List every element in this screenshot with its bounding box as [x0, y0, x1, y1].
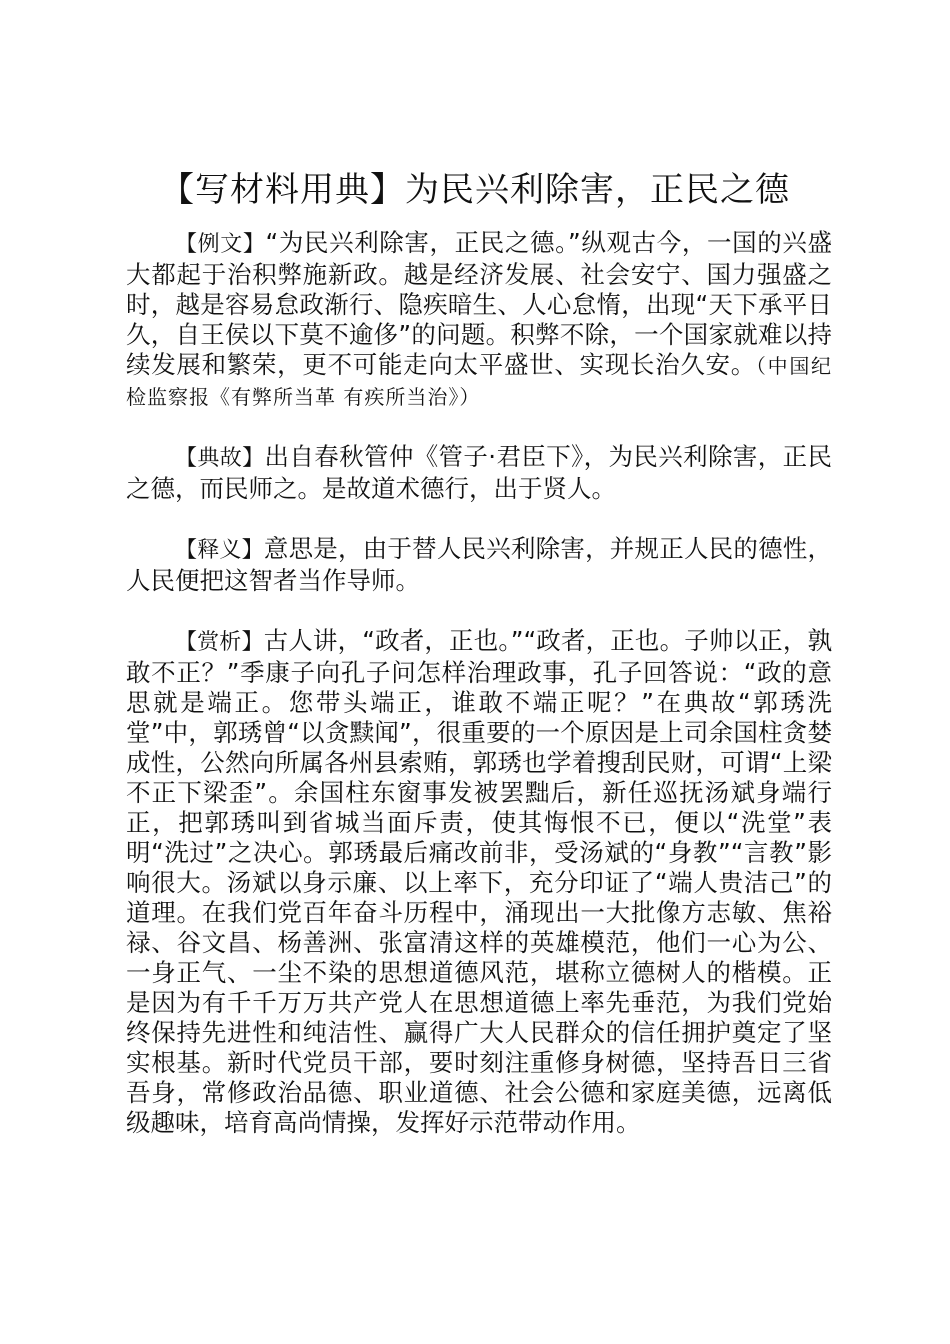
analysis-text: 古人讲，“政者，正也。”“政者，正也。子帅以正，孰敢不正？”季康子向孔子问怎样治理政事，孔子回答说：“政的意思就是端正。您带头端正，谁敢不端正呢？”在典故“郭琇洗堂”中，郭琇曾“以贪黩闻”，很重要的一个原因是上司余国柱贪婪成性，公然向所属各州县索贿，郭琇也学着搜刮民财，可谓“上梁不正下梁歪”。余国柱东窗事发被罢黜后，新任巡抚汤斌身端行正，把郭琇叫到省城当面斥责，使其悔恨不已，便以“洗堂”表明“洗过”之决心。郭琇最后痛改前非，受汤斌的“身教”“言教”影响很大。汤斌以身示廉、以上率下，充分印证了“端人贵洁己”的道理。在我们党百年奋斗历程中，涌现出一大批像方志敏、焦裕禄、谷文昌、杨善洲、张富清这样的英雄模范，他们一心为公、一身正气、一尘不染的思想道德风范，堪称立德树人的楷模。正是因为有千千万万共产党人在思想道德上率先垂范，为我们党始终保持先进性和纯洁性、赢得广大人民群众的信任拥护奠定了坚实根基。新时代党员干部，要时刻注重修身树德，坚持吾日三省吾身，常修政治品德、职业道德、社会公德和家庭美德，远离低级趣味，培育高尚情操，发挥好示范带动作用。 — [126, 626, 832, 1137]
paragraph-analysis — [126, 626, 832, 1138]
tag-analysis: 【赏析】 — [175, 630, 264, 655]
paragraph-meaning — [126, 534, 832, 596]
document-body — [126, 228, 832, 1168]
document-title: 【写材料用典】为民兴利除害，正民之德 — [160, 170, 790, 210]
tag-allusion: 【典故】 — [175, 446, 265, 471]
example-text: “为民兴利除害，正民之德。”纵观古今，一国的兴盛大都起于治积弊施新政。越是经济发展、社会安宁、国力强盛之时，越是容易怠政渐行、隐疾暗生、人心怠惰，出现“天下承平日久，自王侯以下莫不逾侈”的问题。积弊不除，一个国家就难以持续发展和繁荣，更不可能走向太平盛世、实现长治久安。 — [126, 228, 832, 379]
paragraph-example — [126, 228, 832, 412]
example-source: （中国纪检监察报《有弊所当革 有疾所当治》） — [126, 354, 833, 409]
tag-meaning: 【释义】 — [175, 538, 264, 563]
tag-example: 【例文】 — [175, 232, 266, 257]
paragraph-allusion — [126, 442, 832, 504]
meaning-text: 意思是，由于替人民兴利除害，并规正人民的德性，人民便把这智者当作导师。 — [126, 534, 832, 595]
allusion-text: 出自春秋管仲《管子·君臣下》，为民兴利除害，正民之德，而民师之。是故道术德行，出于贤人。 — [126, 442, 832, 503]
